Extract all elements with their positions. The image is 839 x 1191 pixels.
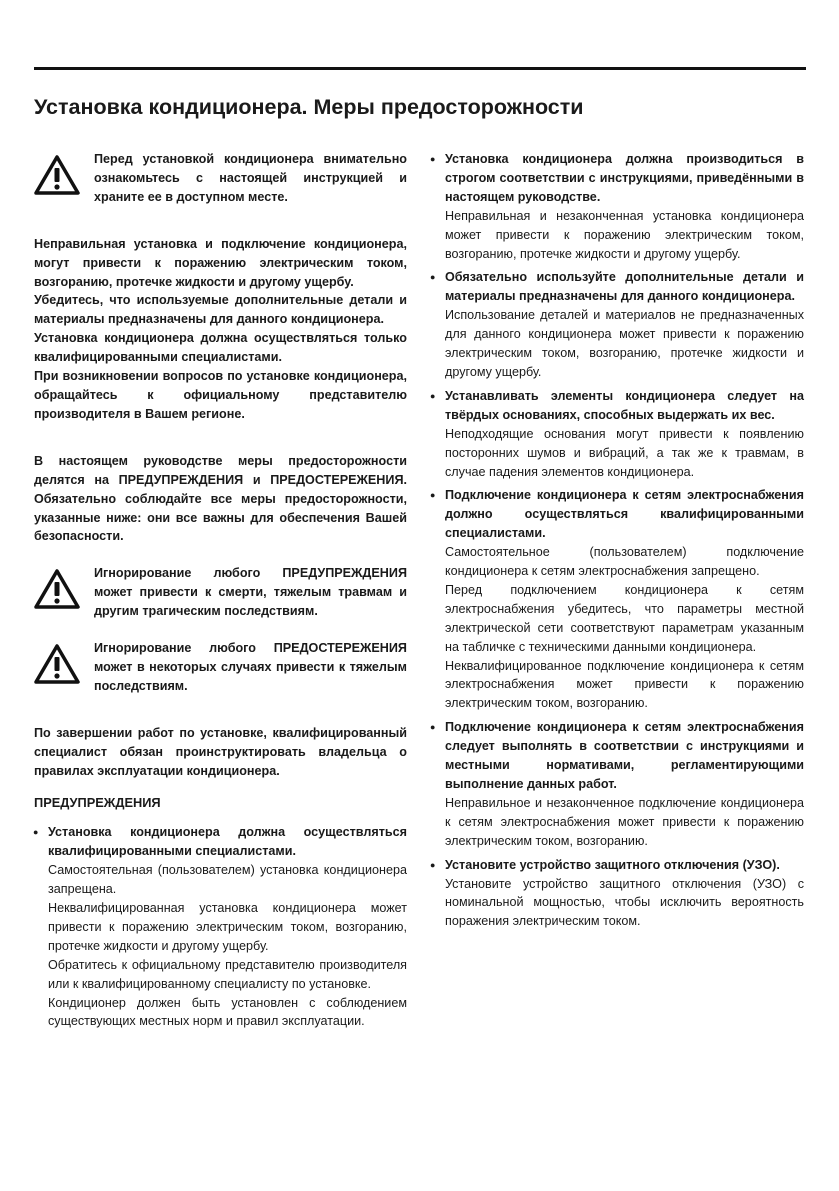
para1-line4: При возникновении вопросов по установке кондиционера, обращайтесь к официальному представителю производителя в Вашем регионе. (34, 369, 407, 421)
bullet-text: Неправильная и незаконченная установка кондиционера может привести к поражению электрическим током, возгоранию, протечке жидкости и другому ущербу. (445, 208, 804, 261)
bullet-text: Неподходящие основания могут привести к появлению посторонних шумов и вибраций, а так же к травмам, в случае падения элементов кондиционера. (445, 426, 804, 479)
intro-warning-box (34, 150, 407, 207)
left-column (34, 150, 407, 1031)
bullet-text: Неквалифицированное подключение кондиционера к сетям электроснабжения может привести к поражению электрическим током, возгоранию. (445, 658, 804, 711)
section-heading: ПРЕДУПРЕЖДЕНИЯ (34, 795, 161, 811)
right-column (431, 150, 804, 936)
bullet-title: ● Установка кондиционера должна осуществляться квалифицированными специалистами. (48, 825, 407, 859)
list-item (431, 387, 804, 482)
bullet-text: Самостоятельное (пользователем) подключение кондиционера к сетям электроснабжения запрещено. (445, 545, 804, 579)
list-item (431, 268, 804, 381)
warning-triangle-icon (34, 154, 84, 198)
para3: По завершении работ по установке, квалифицированный специалист обязан проинструктировать владельца о правилах эксплуатации кондиционера. (34, 725, 407, 778)
top-rule (34, 67, 806, 70)
bullet-text: Перед подключением кондиционера к сетям электроснабжения убедитесь, что параметры местной электрической сети соответствуют параметрам указанным на табличке с техническими данными кондиционера. (445, 582, 804, 654)
warning-box (34, 564, 407, 621)
para1-line3: Установка кондиционера должна осуществляться только квалифицированными специалистами. (34, 331, 407, 365)
list-item (431, 856, 804, 932)
bullet-title: ● Подключение кондиционера к сетям электроснабжения должно осуществляться квалифицированными специалистами. (445, 488, 804, 541)
list-item (431, 718, 804, 850)
bullet-text: Самостоятельная (пользователем) установка кондиционера запрещена. (48, 863, 407, 897)
intro-warning-text: Перед установкой кондиционера внимательно ознакомьтесь с настоящей инструкцией и храните ее в доступном месте. (94, 152, 407, 204)
bullet-text: Установите устройство защитного отключения (УЗО) с номинальной мощностью, чтобы исключить вероятность поражения электрическим током. (445, 876, 804, 929)
bullet-text: Кондиционер должен быть установлен с соблюдением существующих местных норм и правил эксплуатации. (48, 995, 407, 1029)
warning-triangle-icon (34, 643, 84, 687)
list-item (431, 150, 804, 263)
warning-triangle-icon (34, 568, 84, 612)
bullet-text: Неправильное и незаконченное подключение кондиционера к сетям электроснабжения может привести к поражению электрическим током, возгоранию. (445, 795, 804, 848)
bullet-title: ● Устанавливать элементы кондиционера следует на твёрдых основаниях, способных выдержать их вес. (445, 388, 804, 422)
bullet-text: Неквалифицированная установка кондиционера может привести к поражению электрическим током, возгоранию, протечке жидкости и другому ущербу. (48, 901, 407, 953)
caution-box-text: Игнорирование любого ПРЕДОСТЕРЕЖЕНИЯ может в некоторых случаях привести к тяжелым последствиям. (94, 641, 407, 693)
warning-box-text: Игнорирование любого ПРЕДУПРЕЖДЕНИЯ может привести к смерти, тяжелым травмам и другим трагическим последствиям. (94, 566, 407, 619)
para2: В настоящем руководстве меры предосторожности делятся на ПРЕДУПРЕЖДЕНИЯ и ПРЕДОСТЕРЕЖЕНИЯ. Обязательно соблюдайте все меры предосторожности, указанные ниже: они все важны для обеспечения Вашей безопасности. (34, 453, 407, 544)
bullet-title: ● Установка кондиционера должна производиться в строгом соответствии с инструкциями, приведёнными в настоящем руководстве. (445, 152, 804, 204)
bullet-text: Использование деталей и материалов не предназначенных для данного кондиционера может привести к поражению электрическим током, возгоранию, протечке жидкости и другому ущербу. (445, 308, 804, 379)
list-item (431, 486, 804, 713)
bullet-title: ● Установите устройство защитного отключения (УЗО). (445, 857, 780, 872)
bullet-title: ● Обязательно используйте дополнительные детали и материалы предназначены для данного кондиционера. (445, 270, 804, 304)
page-title: Установка кондиционера. Меры предосторожности (34, 95, 584, 119)
list-item (34, 823, 407, 1031)
para1-line2: Убедитесь, что используемые дополнительные детали и материалы предназначены для данного кондиционера. (34, 293, 407, 327)
caution-box (34, 639, 407, 696)
bullet-text: Обратитесь к официальному представителю производителя или к квалифицированному специалисту по установке. (48, 957, 407, 991)
bullet-title: ● Подключение кондиционера к сетям электроснабжения следует выполнять в соответствии с инструкциями и местными нормативами, регламентирующими выполнение данных работ. (445, 720, 804, 791)
para1-line1: Неправильная установка и подключение кондиционера, могут привести к поражению электрическим током, возгоранию, протечке жидкости и другому ущербу. (34, 236, 407, 289)
